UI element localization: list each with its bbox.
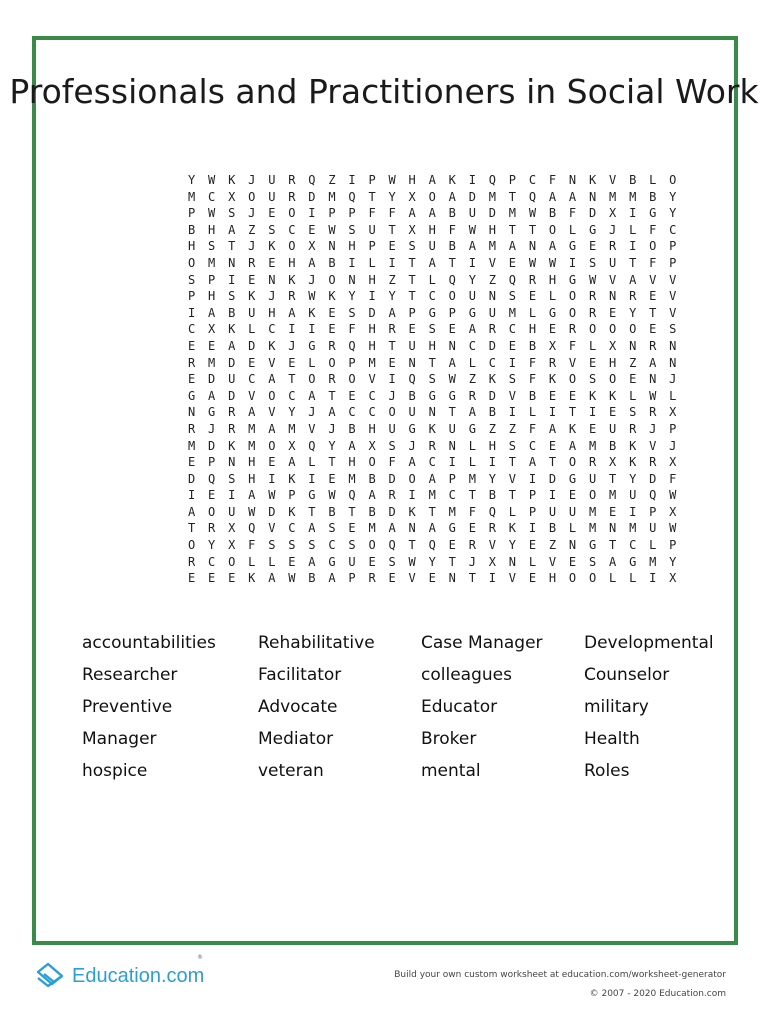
word-list-item: Educator [421, 697, 498, 717]
word-list-item: Mediator [258, 729, 334, 749]
grid-row: E P N H E A L T H O F A C I L I T A T O R X K R X [188, 455, 680, 470]
grid-row: M C X O U R D M Q T Y X O A D M T Q A A N M M B Y [188, 189, 680, 204]
grid-row: E D U C A T O R O V I Q S W Z K S F K O S O E N J [188, 372, 680, 387]
grid-row: P H S K J R W K Y I Y T C O U N S E L O R N R E V [188, 289, 680, 304]
education-logo-icon [34, 960, 66, 992]
worksheet-title: Professionals and Practitioners in Social Work [9, 72, 759, 111]
grid-row: O Y X F S S S C S O Q T Q E R V Y E Z N G T C L P [188, 538, 680, 553]
education-logo[interactable] [34, 960, 204, 992]
word-list-item: Health [584, 729, 640, 749]
grid-row: E E E K A W B A P R E V E N T I V E H O O L L I X [188, 571, 680, 586]
word-list-item: Roles [584, 761, 630, 781]
grid-row: Y W K J U R Q Z I P W H A K I Q P C F N K V B L O [188, 173, 680, 187]
registered-mark: ® [197, 954, 203, 961]
grid-row: R C O L L E A G U E S W Y T J X N L V E S A G M Y [188, 554, 680, 569]
grid-row: G A D V O C A T E C J B G G R D V B E E K K L W L [188, 388, 680, 403]
grid-row: N G R A V Y J A C C O U N T A B I L I T I E S R X [188, 405, 680, 420]
word-list-item: Preventive [82, 697, 173, 717]
word-list-item: Facilitator [258, 665, 342, 685]
grid-row: C X K L C I I E F H R E S E A R C H E R O O O E S [188, 322, 680, 337]
grid-row: S P I E N K J O N H Z T L Q Y Z Q R H G W V A V V [188, 272, 680, 287]
grid-row: R M D E V E L O P M E N T A L C I F R V E H Z A N [188, 355, 680, 370]
word-list-item: Manager [82, 729, 157, 749]
grid-row: I A B U H A K E S D A P G P G U M L G O R E Y T V [188, 305, 680, 320]
word-list-item: Developmental [584, 633, 714, 653]
grid-row: T R X Q V C A S E M A N A G E R K I B L M N M U W [188, 521, 680, 536]
word-list-item: military [584, 697, 649, 717]
grid-row: I E I A W P G W Q A R I M C T B T P I E O M U Q W [188, 488, 680, 503]
word-list-item: veteran [258, 761, 324, 781]
grid-row: E E A D K J G R Q H T U H N C D E B X F L X N R N [188, 338, 680, 353]
footer-tagline: Build your own custom worksheet at education.com/worksheet-generator [394, 970, 726, 980]
word-list [82, 632, 724, 782]
word-search-grid [188, 172, 679, 587]
word-list-item: mental [421, 761, 481, 781]
word-list-item: Broker [421, 729, 477, 749]
grid-row: O M N R E H A B I L I T A T I V E W W I S U T F P [188, 255, 680, 270]
brand-name: Education.com [72, 964, 205, 987]
grid-row: A O U W D K T B T B D K T M F Q L P U U M E I P X [188, 504, 680, 519]
grid-row: H S T J K O X N H P E S U B A M A N A G E R I O P [188, 239, 680, 254]
grid-row: M D K M O X Q Y A X S J R N L H S C E A M B K V J [188, 438, 680, 453]
word-list-item: colleagues [421, 665, 512, 685]
grid-row: R J R M A M V J B H U G K U G Z Z F A K E U R J P [188, 421, 680, 436]
word-list-item: Counselor [584, 665, 670, 685]
grid-row: B H A Z S C E W S U T X H F W H T T O L G J L F C [188, 222, 680, 237]
word-list-item: accountabilities [82, 633, 216, 653]
word-list-item: Advocate [258, 697, 338, 717]
grid-row: P W S J E O I P P F F A A B U D M W B F D X I G Y [188, 206, 680, 221]
footer-copyright: © 2007 - 2020 Education.com [589, 989, 726, 999]
grid-row: D Q S H I K I E M B D O A P M Y V I D G U T Y D F [188, 471, 680, 486]
word-list-item: hospice [82, 761, 148, 781]
word-list-item: Rehabilitative [258, 633, 375, 653]
word-list-item: Researcher [82, 665, 178, 685]
word-list-item: Case Manager [421, 633, 543, 653]
